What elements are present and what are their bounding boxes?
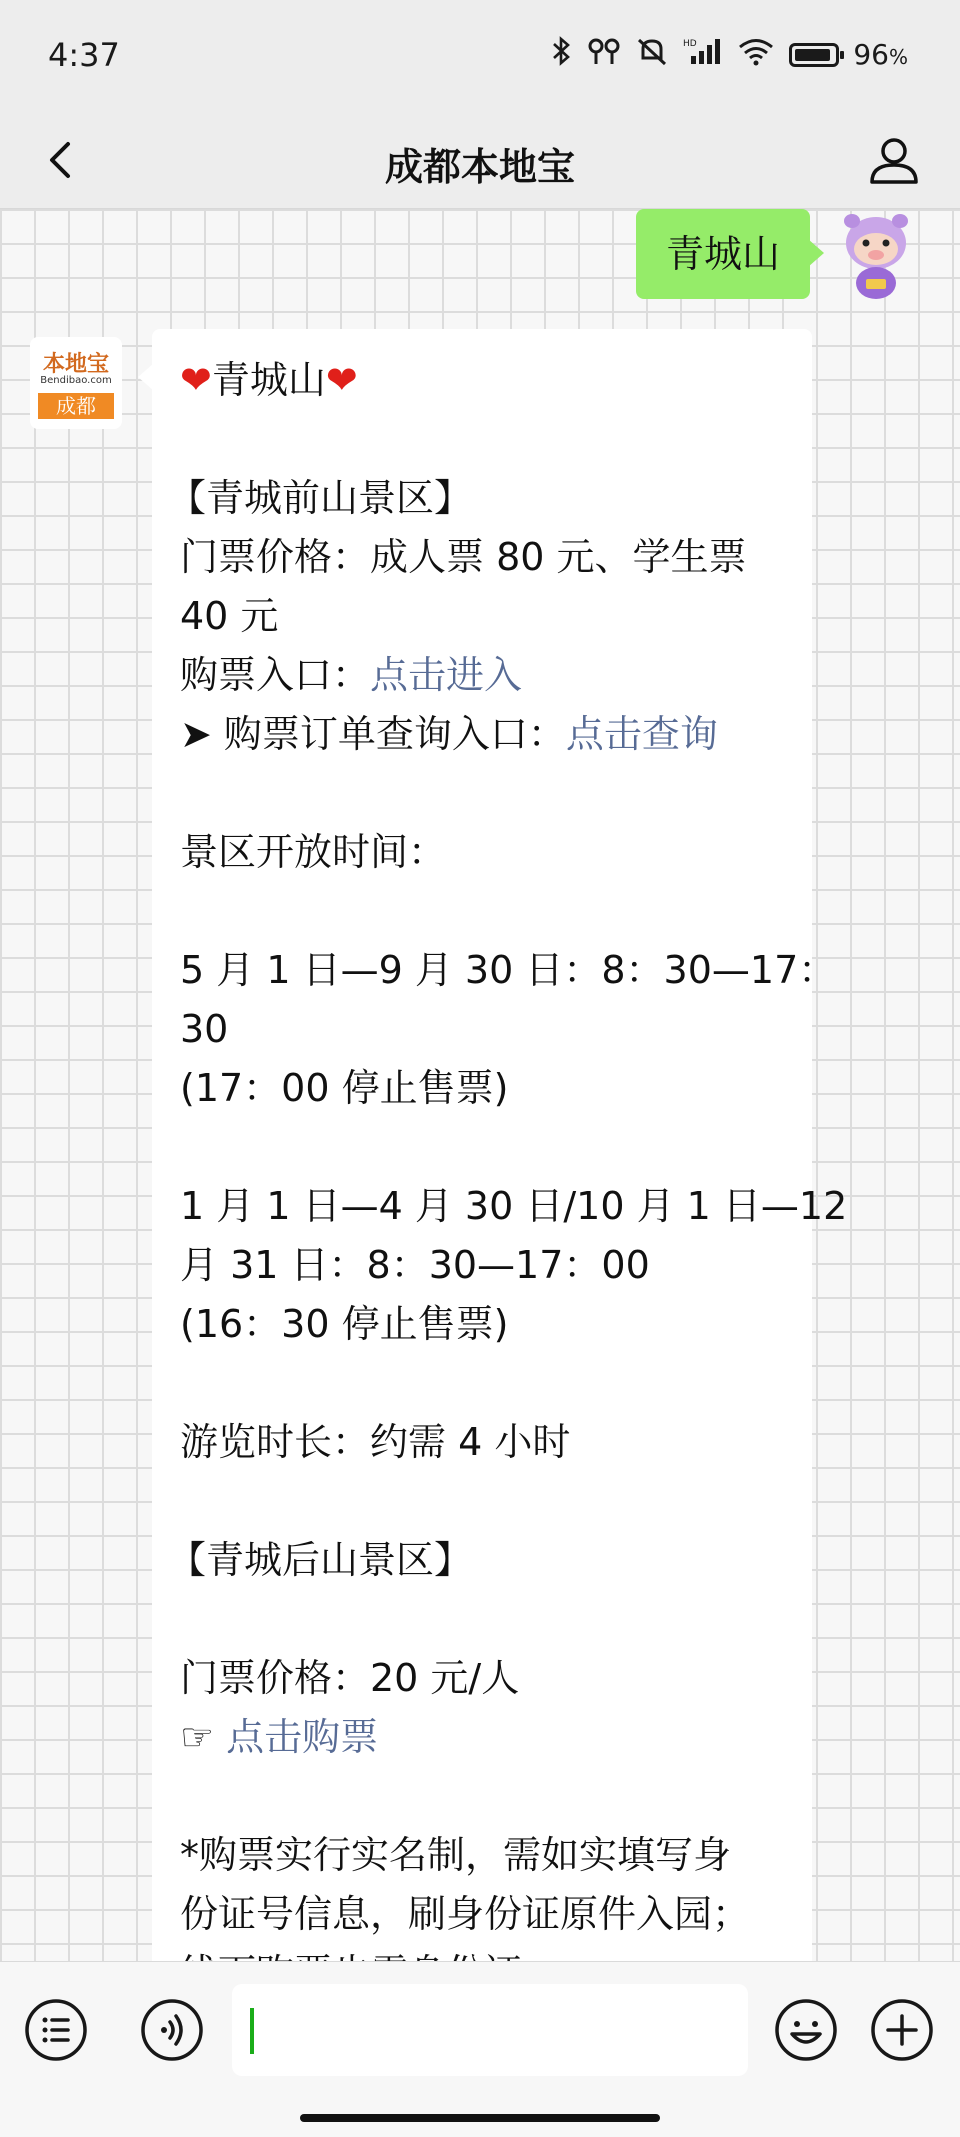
message-title: 青城山 [211, 358, 326, 402]
bottom-input-bar [0, 1961, 960, 2137]
my-avatar[interactable] [836, 209, 916, 301]
pointing-hand-icon: ☞ [180, 1715, 227, 1759]
message-input[interactable] [232, 1984, 748, 2076]
order-query-label: ➤ 购票订单查询入口： [180, 712, 566, 756]
emoji-button[interactable] [774, 1998, 838, 2062]
season2-line-1: 1 月 1 日—4 月 30 日/10 月 1 日—12 [180, 1184, 848, 1228]
nav-bar [0, 112, 960, 209]
emoji-icon [774, 1998, 838, 2062]
front-mountain-heading: 【青城前山景区】 [168, 476, 473, 520]
plus-icon [870, 1998, 934, 2062]
buy-entry-label: 购票入口： [180, 653, 371, 697]
bot-message-bubble[interactable] [152, 329, 848, 2029]
my-message-bubble[interactable] [636, 209, 810, 299]
earbuds-icon [587, 36, 621, 73]
bot-avatar[interactable] [30, 337, 122, 429]
season1-line-1: 5 月 1 日—9 月 30 日：8：30—17： [180, 948, 837, 992]
note-line-2: 份证号信息，刷身份证原件入园； [180, 1892, 751, 1936]
battery-level: 96% [853, 38, 908, 71]
open-time-label: 景区开放时间： [180, 830, 447, 874]
chat-area[interactable] [0, 209, 960, 1961]
back-buy-line [180, 1708, 786, 1767]
season1-stop-sale: (17：00 停止售票) [180, 1066, 509, 1110]
person-icon [866, 132, 922, 188]
my-message-text: 青城山 [665, 232, 780, 276]
battery-icon [789, 43, 839, 67]
message-title-line [180, 351, 786, 410]
buy-entry-line [180, 646, 786, 705]
signal-icon [683, 36, 723, 73]
back-mountain-heading: 【青城后山景区】 [168, 1538, 473, 1582]
order-query-line [180, 705, 786, 764]
buy-entry-link[interactable]: 点击进入 [370, 653, 523, 697]
price-line-1: 门票价格：成人票 80 元、学生票 [180, 535, 747, 579]
order-query-link[interactable]: 点击查询 [565, 712, 718, 756]
logo-text: 本地宝 [42, 352, 109, 377]
voice-icon [140, 1998, 204, 2062]
list-menu-icon [24, 1998, 88, 2062]
profile-button[interactable] [866, 132, 922, 188]
price-line-2: 40 元 [180, 594, 279, 638]
back-buy-link[interactable]: 点击购票 [226, 1715, 379, 1759]
bluetooth-icon [551, 36, 573, 73]
note-line-1: *购票实行实名制，需如实填写身 [180, 1833, 732, 1877]
status-icons [551, 36, 908, 73]
status-time: 4:37 [48, 36, 120, 74]
back-price-line: 门票价格：20 元/人 [180, 1656, 520, 1700]
menu-button[interactable] [24, 1998, 88, 2062]
heart-icon: ❤ [325, 358, 358, 402]
plus-button[interactable] [870, 1998, 934, 2062]
season2-line-2: 月 31 日：8：30—17：00 [180, 1243, 650, 1287]
heart-icon: ❤ [180, 358, 212, 402]
logo-url-text: Bendibao.com [40, 375, 112, 386]
season1-line-2: 30 [180, 1007, 229, 1051]
svg-text:HD: HD [683, 39, 698, 49]
cartoon-pig-avatar-icon [836, 209, 916, 301]
home-indicator[interactable] [300, 2114, 660, 2122]
page-title: 成都本地宝 [384, 145, 575, 189]
season2-stop-sale: (16：30 停止售票) [180, 1302, 509, 1346]
wifi-icon [737, 36, 775, 73]
mute-bell-icon [635, 36, 669, 73]
logo-city: 成都 [38, 393, 114, 419]
status-bar [0, 0, 960, 112]
visit-duration: 游览时长：约需 4 小时 [180, 1420, 571, 1464]
voice-button[interactable] [140, 1998, 204, 2062]
text-cursor [250, 2008, 254, 2054]
